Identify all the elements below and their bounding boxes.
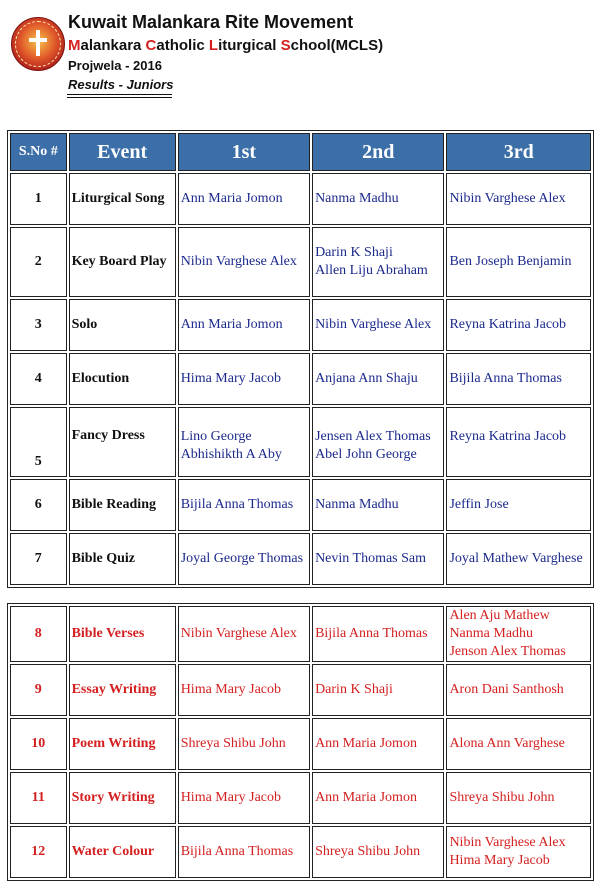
second-place	[312, 606, 444, 662]
winner-name: Alona Ann Varghese	[449, 736, 565, 751]
winner-name: Nanma Madhu	[315, 497, 399, 512]
first-place	[178, 826, 310, 878]
results-table	[7, 130, 594, 588]
winner-name: Darin K Shaji	[315, 245, 393, 260]
row-number: 6	[10, 479, 67, 531]
winner-name: Hima Mary Jacob	[180, 790, 281, 805]
school-initial-4: S	[280, 37, 291, 54]
event-name: Liturgical Song	[69, 173, 176, 225]
winner-name: Hima Mary Jacob	[449, 853, 550, 868]
second-place	[312, 718, 444, 770]
row-number: 1	[10, 173, 67, 225]
first-place	[178, 299, 310, 351]
winner-name: Bijila Anna Thomas	[315, 626, 428, 641]
table-row	[10, 299, 591, 351]
winner-name: Nibin Varghese Alex	[315, 317, 432, 332]
event-name: Bible Quiz	[69, 533, 176, 585]
third-place	[446, 606, 591, 662]
winner-name: Joyal Mathew Varghese	[449, 551, 583, 566]
school-word-1: alankara	[80, 37, 146, 54]
row-number: 2	[10, 227, 67, 297]
table-row	[10, 664, 591, 716]
event-name: Story Writing	[69, 772, 176, 824]
subtitle-underline	[67, 94, 172, 95]
row-number: 12	[10, 826, 67, 878]
third-place	[446, 173, 591, 225]
winner-name: Abhishikth A Aby	[180, 447, 282, 462]
first-place	[178, 772, 310, 824]
table-row	[10, 533, 591, 585]
third-place	[446, 353, 591, 405]
row-number: 9	[10, 664, 67, 716]
winner-name: Reyna Katrina Jacob	[449, 317, 567, 332]
row-number: 3	[10, 299, 67, 351]
school-word-2: atholic	[156, 37, 209, 54]
header-second: 2nd	[312, 133, 444, 171]
school-initial-3: L	[208, 37, 219, 54]
third-place	[446, 407, 591, 477]
third-place	[446, 772, 591, 824]
first-place	[178, 407, 310, 477]
movement-logo	[11, 17, 65, 71]
third-place	[446, 533, 591, 585]
row-number: 4	[10, 353, 67, 405]
winner-name: Jenson Alex Thomas	[449, 644, 566, 659]
event-name: Solo	[69, 299, 176, 351]
event-year: Projwela - 2016	[68, 58, 162, 73]
second-place	[312, 299, 444, 351]
first-place	[178, 606, 310, 662]
table-row	[10, 353, 591, 405]
page-header	[0, 0, 609, 100]
winner-name: Nibin Varghese Alex	[449, 191, 566, 206]
event-name: Bible Reading	[69, 479, 176, 531]
row-number: 10	[10, 718, 67, 770]
school-word-3: iturgical	[218, 37, 281, 54]
header-third: 3rd	[446, 133, 591, 171]
second-place	[312, 353, 444, 405]
third-place	[446, 826, 591, 878]
third-place	[446, 299, 591, 351]
first-place	[178, 479, 310, 531]
organization-title: Kuwait Malankara Rite Movement	[68, 12, 354, 32]
subtitle-underline	[67, 97, 172, 98]
table-row	[10, 718, 591, 770]
school-initial-2: C	[145, 37, 157, 54]
winner-name: Ann Maria Jomon	[315, 790, 417, 805]
winner-name: Hima Mary Jacob	[180, 371, 281, 386]
school-initial-1: M	[68, 37, 81, 54]
second-place	[312, 772, 444, 824]
row-number: 7	[10, 533, 67, 585]
row-number: 5	[10, 407, 67, 477]
table-row	[10, 479, 591, 531]
third-place	[446, 718, 591, 770]
winner-name: Reyna Katrina Jacob	[449, 429, 567, 444]
table-header-row	[10, 133, 591, 171]
winner-name: Nevin Thomas Sam	[315, 551, 427, 566]
winner-name: Jeffin Jose	[449, 497, 509, 512]
results-table-continued	[7, 603, 594, 881]
event-name: Key Board Play	[69, 227, 176, 297]
winner-name: Nibin Varghese Alex	[180, 626, 297, 641]
third-place	[446, 227, 591, 297]
results-subtitle: Results - Juniors	[68, 77, 174, 92]
winner-name: Shreya Shibu John	[180, 736, 286, 751]
table-row	[10, 606, 591, 662]
second-place	[312, 664, 444, 716]
winner-name: Ann Maria Jomon	[180, 317, 283, 332]
first-place	[178, 227, 310, 297]
event-name: Poem Writing	[69, 718, 176, 770]
second-place	[312, 479, 444, 531]
logo-cross-bar-icon	[29, 38, 47, 42]
winner-name: Allen Liju Abraham	[315, 263, 428, 278]
second-place	[312, 826, 444, 878]
winner-name: Joyal George Thomas	[180, 551, 304, 566]
school-name	[68, 37, 383, 54]
first-place	[178, 664, 310, 716]
winner-name: Nanma Madhu	[449, 626, 534, 641]
table-row	[10, 772, 591, 824]
event-name: Elocution	[69, 353, 176, 405]
header-serial-no: S.No #	[10, 133, 67, 171]
second-place	[312, 173, 444, 225]
logo-cross-icon	[36, 30, 40, 56]
winner-name: Nibin Varghese Alex	[180, 254, 297, 269]
third-place	[446, 479, 591, 531]
third-place	[446, 664, 591, 716]
row-number: 8	[10, 606, 67, 662]
event-name: Essay Writing	[69, 664, 176, 716]
second-place	[312, 407, 444, 477]
winner-name: Alen Aju Mathew	[449, 608, 550, 623]
event-name: Bible Verses	[69, 606, 176, 662]
second-place	[312, 227, 444, 297]
school-word-4: chool(MCLS)	[290, 37, 384, 54]
first-place	[178, 353, 310, 405]
table-row	[10, 227, 591, 297]
winner-name: Shreya Shibu John	[449, 790, 555, 805]
table-row	[10, 407, 591, 477]
winner-name: Hima Mary Jacob	[180, 682, 281, 697]
row-number: 11	[10, 772, 67, 824]
winner-name: Ann Maria Jomon	[180, 191, 283, 206]
winner-name: Nanma Madhu	[315, 191, 399, 206]
winner-name: Aron Dani Santhosh	[449, 682, 564, 697]
first-place	[178, 173, 310, 225]
table-row	[10, 826, 591, 878]
winner-name: Lino George	[180, 429, 252, 444]
winner-name: Nibin Varghese Alex	[449, 835, 566, 850]
winner-name: Ben Joseph Benjamin	[449, 254, 572, 269]
winner-name: Jensen Alex Thomas	[315, 429, 431, 444]
first-place	[178, 533, 310, 585]
event-name: Water Colour	[69, 826, 176, 878]
winner-name: Darin K Shaji	[315, 682, 393, 697]
header-first: 1st	[178, 133, 310, 171]
winner-name: Bijila Anna Thomas	[180, 844, 294, 859]
winner-name: Shreya Shibu John	[315, 844, 421, 859]
event-name: Fancy Dress	[69, 407, 176, 477]
first-place	[178, 718, 310, 770]
winner-name: Bijila Anna Thomas	[449, 371, 562, 386]
winner-name: Bijila Anna Thomas	[180, 497, 294, 512]
header-event: Event	[69, 133, 176, 171]
winner-name: Ann Maria Jomon	[315, 736, 417, 751]
winner-name: Anjana Ann Shaju	[315, 371, 418, 386]
winner-name: Abel John George	[315, 447, 417, 462]
second-place	[312, 533, 444, 585]
table-row	[10, 173, 591, 225]
